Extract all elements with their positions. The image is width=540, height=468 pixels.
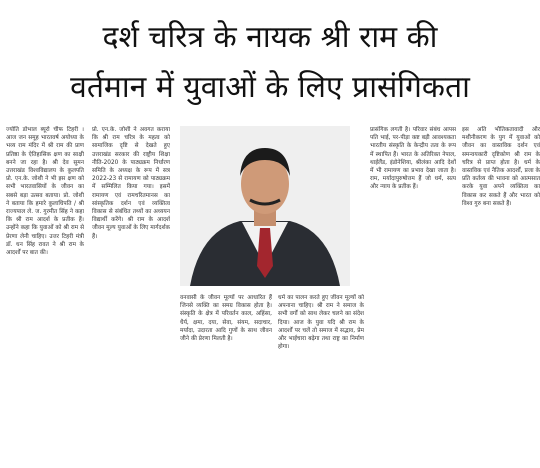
- column-text: वनवासी के जीवन मूल्यों पर आधारित हैं जिनसे व्यक्ति का समग्र विकास होता है। संस्कृति के क्षेत्र में परिवर्तन काल, अहिंसा, धैर्य, क्षमा, दया, सेवा, संयम, सदाचार, मर्यादा, उदारता आदि गुणों के साथ जीवन जीने की प्रेरणा मिलती है।: [180, 295, 272, 343]
- headline-line-1: दर्श चरित्र के नायक श्री राम की: [102, 20, 438, 55]
- headline-line-2: वर्तमान में युवाओं के लिए प्रासंगिकता: [70, 70, 470, 105]
- column-text: इस अति भौतिकतावादी और मशीनीकरण के युग में युवाओं को जीवन का वास्तविक दर्शन एवं समन्वयकारी दृष्टिकोण श्री राम के चरित्र से प्राप्त होता है। धर्म के वास्तविक एवं नैतिक आदर्शों, प्रजा के प्रति कर्तव्य की भावना को आत्मसात करके युवा अपने व्यक्तित्व का विकास कर सकते हैं और भारत को विश्व गुरु बना सकते हैं।: [462, 127, 540, 207]
- column-text: धर्म का पालन करते हुए जीवन मूल्यों को अपनाना चाहिए। श्री राम ने समाज के सभी वर्गों को साथ लेकर चलने का संदेश दिया। आज के युवा यदि श्री राम के आदर्शों पर चलें तो समाज में सद्भाव, प्रेम और भाईचारा बढ़ेगा तथा राष्ट्र का निर्माण होगा।: [278, 295, 364, 351]
- column-text: ज्योति डोभाल ब्यूरो चीफ टिहरी । आज जन समूह भारतवर्ष अयोध्या के भव्य राम मंदिर में श्री राम की प्राण प्रतिष्ठा के ऐतिहासिक क्षण का साक्षी बनने जा रहा है। श्री देव सुमन उत्तराखंड विश्वविद्यालय के कुलपति प्रो. एन.के. जोशी ने भी इस क्षण को सभी भारतवासियों के जीवन का सबसे बड़ा उत्सव बताया। प्रो. जोशी ने बताया कि हमारे कुलाधिपति / श्री राज्यपाल ले. ज. गुरमीत सिंह ने कहा कि श्री राम आदर्श के प्रतीक हैं। उन्होंने कहा कि युवाओं को श्री राम से प्रेरणा लेनी चाहिए। उत्तर टिहरी मंत्री डॉ. धन सिंह रावत ने श्री राम के आदर्शों पर बात की।: [6, 127, 84, 257]
- article-column-4: [278, 294, 364, 464]
- column-text: प्रासंगिक लगती है। परिवार संबंध आपस पति भाई, पर-पीड़ा कष्ट बड़ी आवश्यकता भारतीय संस्कृति के केन्द्रीय तत्व के रूप में स्थापित हैं। भारत के अतिरिक्त नेपाल, थाईलैंड, इंडोनेशिया, श्रीलंका आदि देशों में भी रामायण का प्रभाव देखा जाता है। राम, मर्यादापुरुषोत्तम हैं जो धर्म, सत्य और न्याय के प्रतीक हैं।: [370, 127, 456, 191]
- article-column-3: [180, 294, 272, 464]
- article-column-2: [92, 126, 170, 464]
- article-column-5: [370, 126, 456, 464]
- article-column-1: [6, 126, 84, 464]
- article-column-6: [462, 126, 540, 464]
- article-body: [6, 126, 540, 464]
- column-text: प्रो. एन.के. जोशी ने अवगत कराया कि श्री राम चरित्र के महत्व को सामाजिक दृष्टि से देखते हुए उत्तराखंड सरकार की राष्ट्रीय शिक्षा नीति-2020 के पाठ्यक्रम निर्धारण समिति के अध्यक्ष के रूप में सत्र 2022-23 से रामायण को पाठ्यक्रम में सम्मिलित किया गया। इसमें रामायण एवं रामचरितमानस का सांस्कृतिक दर्शन एवं व्यक्तित्व विकास से संबंधित तथ्यों का अध्ययन विद्यार्थी करेंगे। श्री राम के आदर्श जीवन मूल्य युवाओं के लिए मार्गदर्शक हैं।: [92, 127, 170, 240]
